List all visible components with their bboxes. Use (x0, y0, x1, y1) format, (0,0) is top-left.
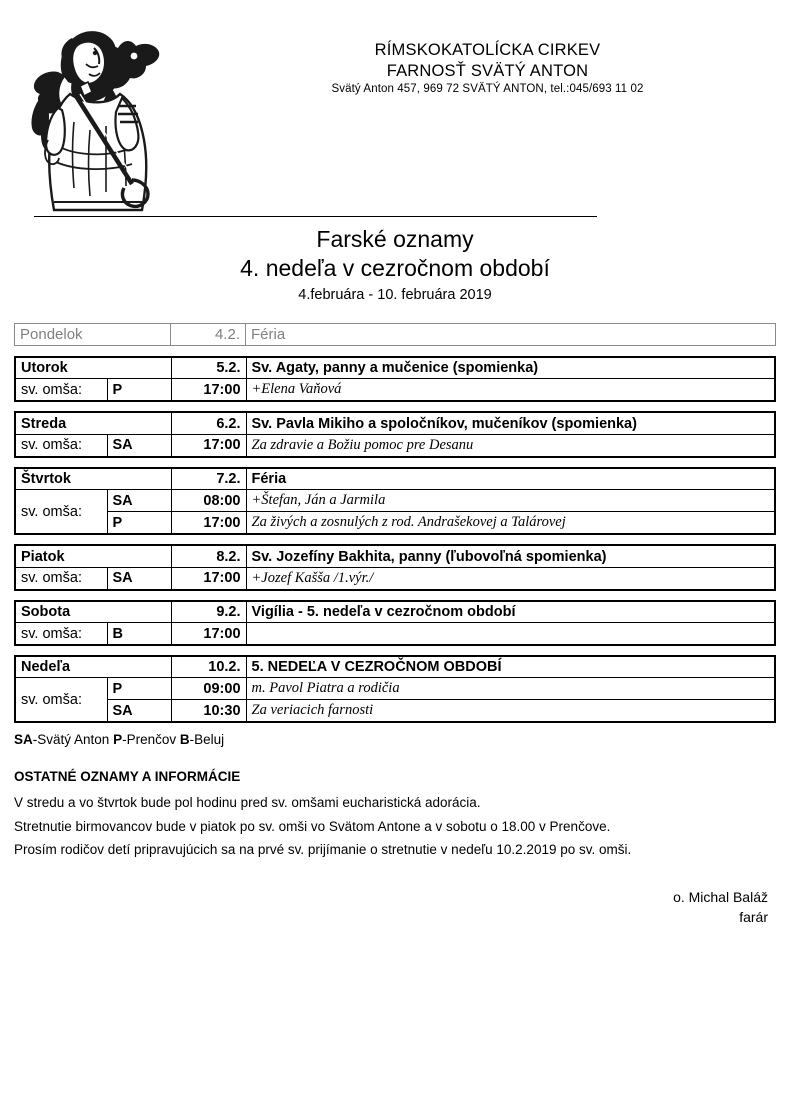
organization-heading (199, 10, 776, 99)
announcement-lines (14, 791, 776, 861)
day-header-row (15, 357, 775, 379)
mass-time: 10:30 (171, 700, 246, 723)
day-feast: Sv. Jozefíny Bakhita, panny (ľubovoľná spomienka) (246, 545, 775, 567)
day-header-row (15, 601, 775, 623)
announcement-sheet (0, 0, 790, 303)
mass-place: SA (107, 700, 171, 723)
mass-row (15, 700, 775, 723)
mass-label: sv. omša: (15, 567, 107, 590)
day-feast: Féria (246, 323, 776, 345)
day-block (14, 600, 776, 646)
day-block (14, 323, 776, 346)
mass-intention: Za zdravie a Božiu pomoc pre Desanu (246, 434, 775, 457)
day-date: 4.2. (171, 323, 246, 345)
announcement-line: Stretnutie birmovancov bude v piatok po sv. omši vo Svätom Antone a v sobotu o 18.00 v Prenčove. (14, 818, 611, 834)
day-header-row (15, 412, 775, 434)
announcement-line: Prosím rodičov detí pripravujúcich sa na prvé sv. prijímanie o stretnutie v nedeľu 10.2.2019 po sv. omši. (14, 841, 632, 857)
mass-intention: Za veriacich farnosti (246, 700, 775, 723)
mass-time: 17:00 (171, 434, 246, 457)
mass-row (15, 434, 775, 457)
mass-intention: +Elena Vaňová (246, 379, 775, 402)
mass-intention (246, 623, 775, 645)
parish-logo (14, 10, 199, 212)
day-feast: 5. NEDEĽA V CEZROČNOM OBDOBÍ (246, 656, 775, 678)
page-subtitle: 4. nedeľa v cezročnom období (240, 255, 550, 282)
legend-code-p: P (113, 732, 123, 748)
mass-label: sv. omša: (15, 490, 107, 535)
day-name: Pondelok (15, 323, 171, 345)
announcement-line: V stredu a vo štvrtok bude pol hodinu pred sv. omšami eucharistická adorácia. (14, 795, 481, 811)
day-header-row (15, 545, 775, 567)
org-church-name: RÍMSKOKATOLÍCKA CIRKEV (374, 41, 601, 59)
mass-intention: m. Pavol Piatra a rodičia (246, 678, 775, 700)
legend-name-b: -Beluj (189, 732, 225, 748)
legend-name-sa: -Svätý Anton (32, 732, 114, 748)
day-date: 9.2. (171, 601, 246, 623)
day-date: 8.2. (171, 545, 246, 567)
mass-intention: Za živých a zosnulých z rod. Andrašekovej a Talárovej (246, 512, 775, 535)
header-divider (34, 216, 597, 217)
mass-time: 17:00 (171, 512, 246, 535)
mass-time: 08:00 (171, 490, 246, 512)
day-date: 7.2. (171, 468, 246, 490)
day-feast: Féria (246, 468, 775, 490)
page-title: Farské oznamy (316, 226, 474, 252)
signer-role: farár (739, 909, 768, 926)
mass-row (15, 512, 775, 535)
day-name: Nedeľa (15, 656, 171, 678)
mass-label: sv. omša: (15, 678, 107, 723)
mass-row (15, 623, 775, 645)
org-parish-name: FARNOSŤ SVÄTÝ ANTON (386, 61, 589, 80)
day-block (14, 467, 776, 536)
mass-row (15, 567, 775, 590)
mass-time: 17:00 (171, 379, 246, 402)
abbreviation-legend (0, 732, 790, 747)
signer-name: o. Michal Baláž (673, 889, 768, 906)
day-header-row (15, 468, 775, 490)
day-block (14, 544, 776, 591)
day-date: 5.2. (171, 357, 246, 379)
date-range: 4.februára - 10. februára 2019 (298, 286, 492, 303)
day-header-row (15, 323, 776, 345)
day-name: Utorok (15, 357, 171, 379)
mass-time: 09:00 (171, 678, 246, 700)
mass-place: P (107, 379, 171, 402)
mass-label: sv. omša: (15, 434, 107, 457)
day-block (14, 655, 776, 724)
day-feast: Sv. Agaty, panny a mučenice (spomienka) (246, 357, 775, 379)
mass-row (15, 490, 775, 512)
mass-place: P (107, 678, 171, 700)
mass-intention: +Jozef Kašša /1.výr./ (246, 567, 775, 590)
mass-place: SA (107, 490, 171, 512)
day-feast: Sv. Pavla Mikiho a spoločníkov, mučeníkov (spomienka) (246, 412, 775, 434)
mass-row (15, 379, 775, 402)
mass-place: SA (107, 567, 171, 590)
mass-label: sv. omša: (15, 623, 107, 645)
signature-block (0, 887, 790, 928)
mass-intention: +Štefan, Ján a Jarmila (246, 490, 775, 512)
other-announcements (0, 769, 790, 861)
day-block (14, 411, 776, 458)
mass-label: sv. omša: (15, 379, 107, 402)
day-name: Štvrtok (15, 468, 171, 490)
weekly-schedule (0, 323, 790, 724)
legend-name-p: -Prenčov (122, 732, 180, 748)
day-name: Sobota (15, 601, 171, 623)
masthead (14, 10, 776, 212)
day-header-row (15, 656, 775, 678)
day-name: Streda (15, 412, 171, 434)
mass-row (15, 678, 775, 700)
mass-time: 17:00 (171, 567, 246, 590)
day-feast: Vigília - 5. nedeľa v cezročnom období (246, 601, 775, 623)
mass-place: P (107, 512, 171, 535)
org-contact-line: Svätý Anton 457, 969 72 SVÄTÝ ANTON, tel.:045/693 11 02 (331, 83, 644, 96)
day-block (14, 356, 776, 403)
day-name: Piatok (15, 545, 171, 567)
mass-place: B (107, 623, 171, 645)
mass-time: 17:00 (171, 623, 246, 645)
announcements-title: OSTATNÉ OZNAMY A INFORMÁCIE (14, 769, 241, 785)
legend-code-b: B (179, 732, 190, 748)
day-date: 6.2. (171, 412, 246, 434)
good-shepherd-icon (14, 12, 189, 212)
mass-place: SA (107, 434, 171, 457)
legend-code-sa: SA (14, 732, 33, 748)
day-date: 10.2. (171, 656, 246, 678)
